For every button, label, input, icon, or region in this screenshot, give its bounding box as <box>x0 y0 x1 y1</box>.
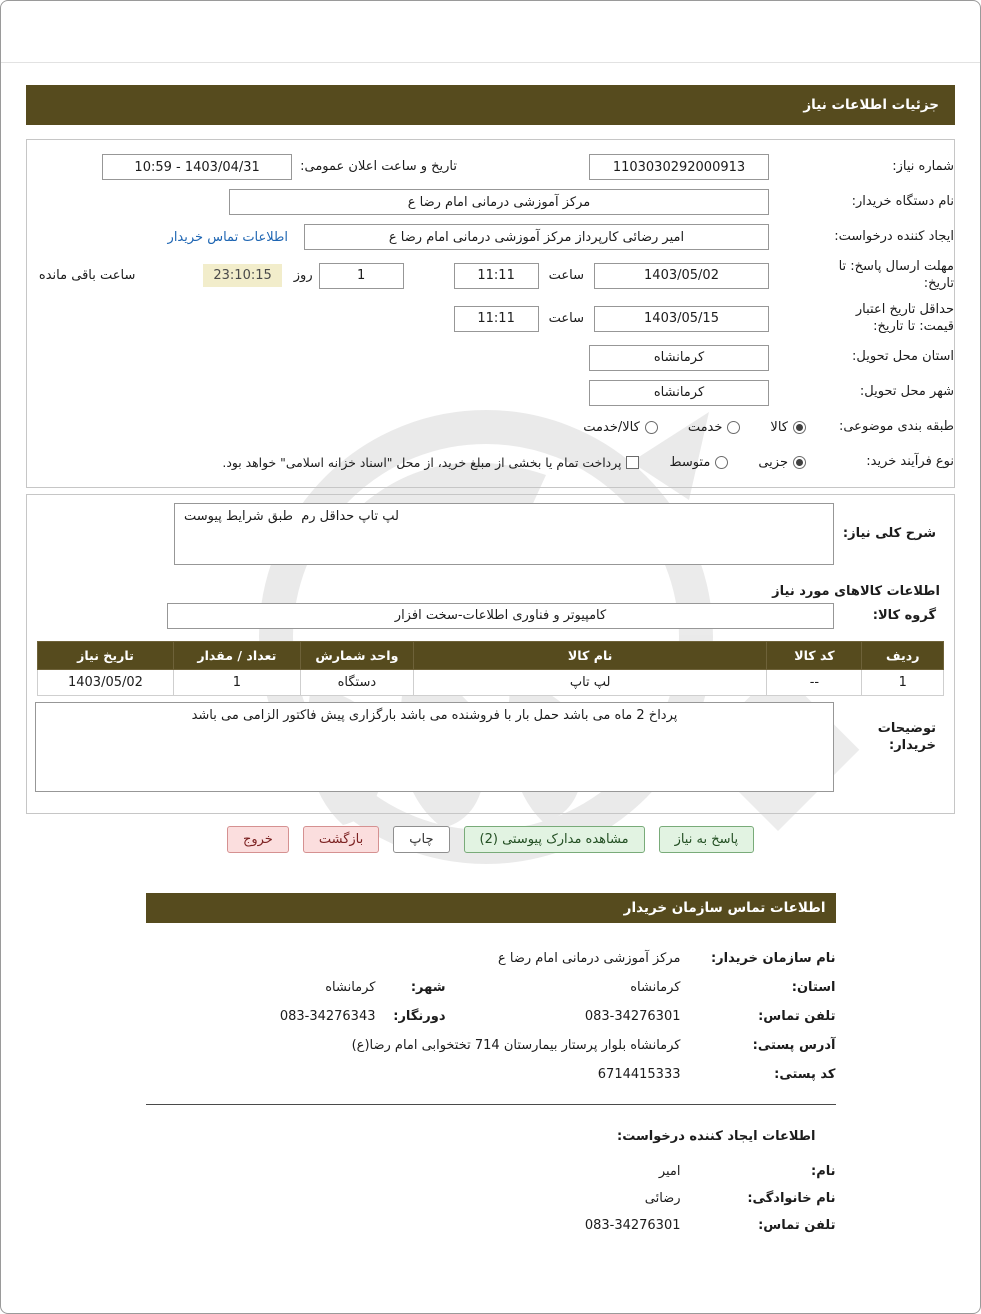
goods-info-title: اطلاعات کالاهای مورد نیاز <box>772 583 940 599</box>
postal-code-value: 6714415333 <box>597 1066 681 1082</box>
col-row-header: ردیف <box>862 641 944 669</box>
category-option-goods-service[interactable] <box>583 420 658 435</box>
contact-fax-value: 083-34276343 <box>279 1008 376 1024</box>
medium-radio-icon[interactable] <box>715 456 728 469</box>
respond-to-need-button[interactable]: پاسخ به نیاز <box>659 826 755 853</box>
col-need-date-header: تاریخ نیاز <box>38 641 174 669</box>
goods-table-header-row <box>38 641 944 669</box>
delivery-city-label: شهر محل تحویل: <box>859 384 954 400</box>
org-name-label: نام سازمان خریدار: <box>710 950 836 966</box>
col-code-header: کد کالا <box>767 641 862 669</box>
org-contact-section <box>146 951 836 1233</box>
category-option-goods[interactable] <box>770 420 806 435</box>
treasury-checkbox[interactable] <box>626 456 639 469</box>
col-unit-header: واحد شمارش <box>300 641 413 669</box>
org-name-value: مرکز آموزشی درمانی امام رضا ع <box>497 950 681 966</box>
creator-last-name-value: رضائی <box>644 1190 681 1206</box>
contact-city-value: کرمانشاه <box>325 979 376 995</box>
contact-address-label: آدرس پستی: <box>752 1037 836 1053</box>
announce-datetime-value: 1403/04/31 - 10:59 <box>102 154 292 180</box>
purchase-process-row <box>27 450 954 476</box>
cell-goods-code: -- <box>767 669 862 695</box>
view-attachments-button[interactable]: مشاهده مدارک پیوستی (2) <box>464 826 645 853</box>
need-description-textarea[interactable] <box>174 503 834 565</box>
goods-info-panel <box>26 494 955 814</box>
goods-service-radio-icon[interactable] <box>645 421 658 434</box>
deadline-date-value: 1403/05/02 <box>594 263 769 289</box>
goods-service-option-label: کالا/خدمت <box>583 420 640 436</box>
org-contact-header-title: اطلاعات تماس سازمان خریدار <box>623 899 826 916</box>
response-deadline-label: مهلت ارسال پاسخ: تا تاریخ: <box>838 259 954 291</box>
validity-date-value: 1403/05/15 <box>594 306 769 332</box>
goods-table-row <box>38 669 944 695</box>
org-name-row <box>146 951 836 966</box>
buyer-org-row <box>27 189 954 215</box>
response-deadline-row <box>27 259 954 293</box>
goods-group-value: کامپیوتر و فناوری اطلاعات-سخت افزار <box>167 603 834 629</box>
creator-phone-value: 083-34276301 <box>584 1217 681 1233</box>
buyer-notes-label: توضیحات خریدار: <box>877 720 936 754</box>
subject-category-label: طبقه بندی موضوعی: <box>838 419 954 435</box>
col-quantity-header: تعداد / مقدار <box>173 641 300 669</box>
contact-address-value: کرمانشاه بلوار پرستار بیمارستان 714 تختخوابی امام رضا(ع) <box>351 1037 681 1053</box>
purchase-process-label: نوع فرآیند خرید: <box>866 454 954 470</box>
creator-first-name-value: امیر <box>658 1163 681 1179</box>
creator-first-name-row <box>146 1164 836 1179</box>
countdown-remaining-label: ساعت باقی مانده <box>38 268 136 284</box>
contact-phone-label: تلفن تماس: <box>758 1008 836 1024</box>
category-option-service[interactable] <box>688 420 741 435</box>
minor-option-label: جزیی <box>758 455 788 471</box>
goods-radio-icon[interactable] <box>793 421 806 434</box>
creator-phone-row <box>146 1218 836 1233</box>
creator-info-title: اطلاعات ایجاد کننده درخواست: <box>617 1128 816 1144</box>
process-option-medium[interactable] <box>669 455 728 470</box>
goods-table <box>37 641 944 696</box>
need-description-label: شرح کلی نیاز: <box>842 525 936 541</box>
request-creator-row <box>27 224 954 250</box>
contact-province-label: استان: <box>791 979 836 995</box>
cell-row-number: 1 <box>862 669 944 695</box>
buyer-notes-row <box>27 702 954 792</box>
postal-code-label: کد پستی: <box>774 1066 836 1082</box>
buyer-org-value: مرکز آموزشی درمانی امام رضا ع <box>229 189 769 215</box>
request-creator-value: امیر رضائی کارپرداز مرکز آموزشی درمانی امام رضا ع <box>304 224 769 250</box>
need-number-label: شماره نیاز: <box>892 158 954 174</box>
org-contact-header-bar <box>146 893 836 923</box>
goods-option-label: کالا <box>770 420 788 436</box>
creator-first-name-label: نام: <box>811 1163 836 1179</box>
treasury-payment-option[interactable] <box>222 455 639 470</box>
delivery-province-value: کرمانشاه <box>589 345 769 371</box>
deadline-days-value: 1 <box>319 263 404 289</box>
cell-need-date: 1403/05/02 <box>38 669 174 695</box>
validity-time-value: 11:11 <box>454 306 539 332</box>
back-button[interactable]: بازگشت <box>303 826 379 853</box>
price-validity-label: حداقل تاریخ اعتبار قیمت: تا تاریخ: <box>855 301 954 334</box>
contact-province-value: کرمانشاه <box>630 979 681 995</box>
need-description-row <box>27 503 954 565</box>
contact-phone-value: 083-34276301 <box>584 1008 681 1024</box>
section-divider <box>146 1104 836 1105</box>
announce-datetime-label: تاریخ و ساعت اعلان عمومی: <box>300 158 457 174</box>
request-creator-label: ایجاد کننده درخواست: <box>834 228 954 244</box>
need-number-row <box>27 154 954 180</box>
subject-category-row <box>27 415 954 441</box>
countdown-timer: 23:10:15 <box>203 264 281 287</box>
treasury-checkbox-label: پرداخت تمام یا بخشی از مبلغ خرید، از محل "اسناد خزانه اسلامی" خواهد بود. <box>222 455 622 471</box>
need-number-value: 1103030292000913 <box>589 154 769 180</box>
postal-code-row <box>146 1067 836 1082</box>
validity-time-label: ساعت <box>548 311 584 327</box>
deadline-time-value: 11:11 <box>454 263 539 289</box>
cell-quantity: 1 <box>173 669 300 695</box>
contact-fax-label: دورنگار: <box>393 1008 446 1024</box>
buyer-contact-link[interactable]: اطلاعات تماس خریدار <box>167 229 288 245</box>
details-header-bar <box>26 85 955 125</box>
goods-group-row <box>27 603 954 629</box>
phone-fax-row <box>146 1009 836 1024</box>
delivery-city-row <box>27 380 954 406</box>
details-header-title: جزئیات اطلاعات نیاز <box>803 97 939 113</box>
deadline-days-label: روز <box>293 268 313 284</box>
deadline-time-label: ساعت <box>548 268 584 284</box>
cell-goods-name: لپ تاپ <box>414 669 767 695</box>
need-info-panel <box>26 139 955 488</box>
service-option-label: خدمت <box>687 420 723 436</box>
province-city-row <box>146 980 836 995</box>
delivery-province-label: استان محل تحویل: <box>852 349 954 365</box>
buyer-notes-textarea[interactable] <box>35 702 834 792</box>
delivery-city-value: کرمانشاه <box>589 380 769 406</box>
exit-button[interactable]: خروج <box>227 826 289 853</box>
cell-count-unit: دستگاه <box>300 669 413 695</box>
creator-phone-label: تلفن تماس: <box>758 1217 836 1233</box>
action-buttons-row <box>0 826 981 853</box>
medium-option-label: متوسط <box>669 455 711 471</box>
address-row <box>146 1038 836 1053</box>
process-option-minor[interactable] <box>758 455 806 470</box>
price-validity-row <box>27 302 954 336</box>
col-name-header: نام کالا <box>414 641 767 669</box>
creator-last-name-row <box>146 1191 836 1206</box>
buyer-org-label: نام دستگاه خریدار: <box>851 193 954 209</box>
goods-group-label: گروه کالا: <box>872 607 936 623</box>
creator-last-name-label: نام خانوادگی: <box>747 1190 836 1206</box>
service-radio-icon[interactable] <box>727 421 740 434</box>
delivery-province-row <box>27 345 954 371</box>
minor-radio-icon[interactable] <box>793 456 806 469</box>
contact-city-label: شهر: <box>410 979 446 995</box>
print-button[interactable]: چاپ <box>393 826 449 853</box>
